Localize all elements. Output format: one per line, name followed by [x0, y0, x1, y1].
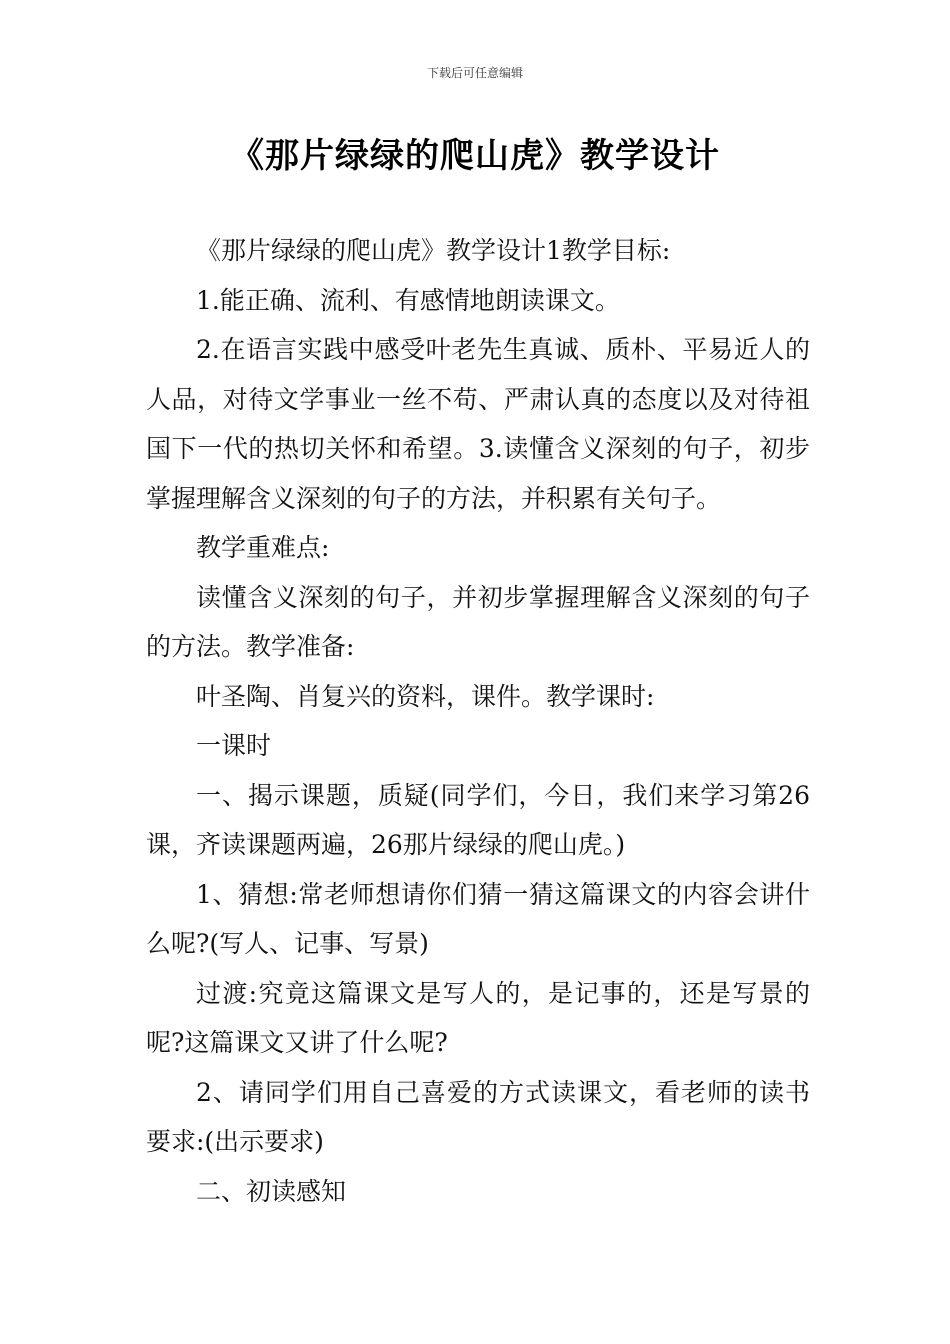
paragraph-objectives-heading: 《那片绿绿的爬山虎》教学设计1教学目标:	[196, 236, 671, 265]
paragraph-objective-2-3: 2.在语言实践中感受叶老先生真诚、质朴、平易近人的人品，对待文学事业一丝不苟、严肃认真的态度以及对待祖国下一代的热切关怀和希望。3.读懂含义深刻的句子，初步掌握理解含义深刻的句子的方法，并积累有关句子。	[146, 335, 810, 513]
paragraph-objective-1: 1.能正确、流利、有感情地朗读课文。	[196, 285, 620, 315]
paragraph-key-points-heading: 教学重难点:	[196, 533, 330, 562]
paragraph-key-points: 读懂含义深刻的句子，并初步掌握理解含义深刻的句子的方法。教学准备:	[146, 582, 810, 661]
paragraph-reading-requirements: 2、请同学们用自己喜爱的方式读课文，看老师的读书要求:(出示要求)	[146, 1077, 810, 1156]
paragraph-guess: 1、猜想:常老师想请你们猜一猜这篇课文的内容会讲什么呢?(写人、记事、写景)	[146, 879, 810, 958]
document-body	[146, 226, 810, 1216]
document-title: 《那片绿绿的爬山虎》教学设计	[230, 136, 720, 176]
paragraph-section-2: 二、初读感知	[196, 1176, 347, 1206]
paragraph-section-1: 一、揭示课题，质疑(同学们，今日，我们来学习第26课，齐读课题两遍，26那片绿绿的爬山虎。)	[146, 780, 810, 859]
paragraph-transition: 过渡:究竟这篇课文是写人的，是记事的，还是写景的呢?这篇课文又讲了什么呢?	[146, 978, 810, 1057]
paragraph-preparation: 叶圣陶、肖复兴的资料，课件。教学课时:	[196, 681, 655, 711]
paragraph-lesson-count: 一课时	[196, 731, 272, 760]
header-note: 下载后可任意编辑	[426, 66, 523, 80]
